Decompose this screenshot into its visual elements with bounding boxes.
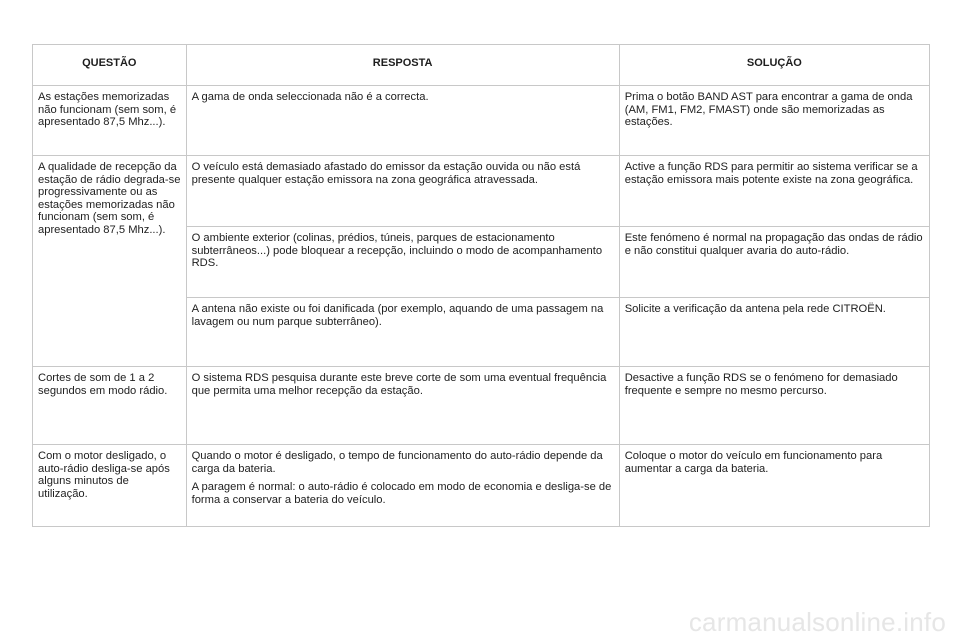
answer-paragraph-2: A paragem é normal: o auto-rádio é colocado em modo de economia e desliga-se de forma a conservar a bateria do veículo. xyxy=(191,481,612,506)
solution-cell: Prima o botão BAND AST para encontrar a gama de onda (AM, FM1, FM2, FMAST) onde são memorizadas as estações. xyxy=(619,86,929,156)
solution-cell: Solicite a verificação da antena pela rede CITROËN. xyxy=(619,298,929,367)
solution-cell: Este fenómeno é normal na propagação das ondas de rádio e não constitui qualquer avaria do auto-rádio. xyxy=(619,227,929,298)
answer-paragraph: Quando o motor é desligado, o tempo de funcionamento do auto-rádio depende da carga da bateria. xyxy=(191,450,603,475)
table-row xyxy=(33,86,930,156)
solution-cell: Active a função RDS para permitir ao sistema verificar se a estação emissora mais potente existe na zona geográfica. xyxy=(619,156,929,227)
question-cell: A qualidade de recepção da estação de rádio degrada-se progressivamente ou as estações memorizadas não funcionam (sem som, é apresentado 87,5 Mhz...). xyxy=(33,156,187,367)
answer-cell xyxy=(186,445,619,527)
header-answer: RESPOSTA xyxy=(186,45,619,86)
header-question: QUESTÃO xyxy=(33,45,187,86)
table-row xyxy=(33,367,930,445)
answer-cell: O sistema RDS pesquisa durante este breve corte de som uma eventual frequência que permita uma melhor recepção da estação. xyxy=(186,367,619,445)
question-cell: Com o motor desligado, o auto-rádio desliga-se após alguns minutos de utilização. xyxy=(33,445,187,527)
answer-cell: O ambiente exterior (colinas, prédios, túneis, parques de estacionamento subterrâneos...) pode bloquear a recepção, incluindo o modo de acompanhamento RDS. xyxy=(186,227,619,298)
answer-cell: O veículo está demasiado afastado do emissor da estação ouvida ou não está presente qualquer estação emissora na zona geográfica atravessada. xyxy=(186,156,619,227)
solution-cell: Desactive a função RDS se o fenómeno for demasiado frequente e sempre no mesmo percurso. xyxy=(619,367,929,445)
answer-cell: A antena não existe ou foi danificada (por exemplo, aquando de uma passagem na lavagem ou num parque subterrâneo). xyxy=(186,298,619,367)
question-cell: Cortes de som de 1 a 2 segundos em modo rádio. xyxy=(33,367,187,445)
header-row xyxy=(33,45,930,86)
faq-table xyxy=(32,44,930,527)
header-solution: SOLUÇÃO xyxy=(619,45,929,86)
answer-cell: A gama de onda seleccionada não é a correcta. xyxy=(186,86,619,156)
table-row xyxy=(33,156,930,227)
watermark: carmanualsonline.info xyxy=(688,607,946,637)
table-row xyxy=(33,445,930,527)
solution-cell: Coloque o motor do veículo em funcionamento para aumentar a carga da bateria. xyxy=(619,445,929,527)
question-cell: As estações memorizadas não funcionam (sem som, é apresentado 87,5 Mhz...). xyxy=(33,86,187,156)
